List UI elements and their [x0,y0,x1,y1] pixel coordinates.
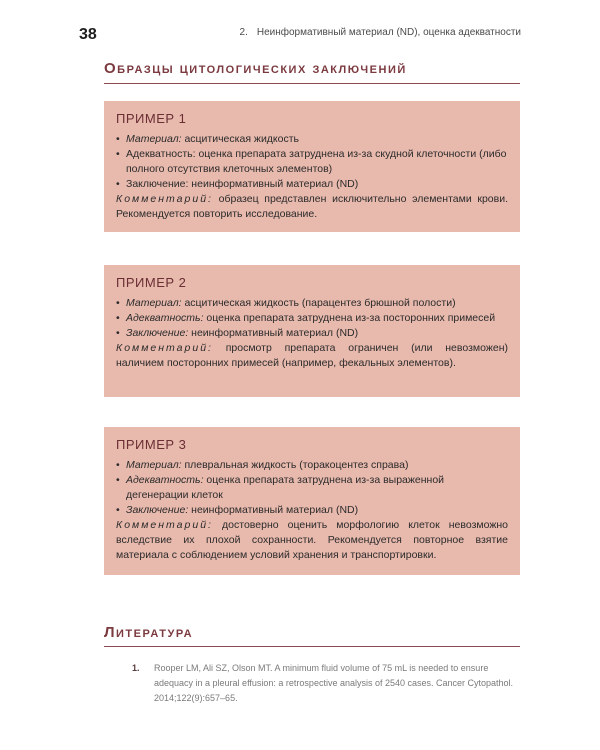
example-comment [116,518,508,563]
item-text: оценка препарата затруднена из-за посторонних примесей [203,312,496,324]
section-title-examples: Образцы цитологических заключений [104,60,407,77]
item-term: Заключение: [126,504,189,516]
item-text: Заключение: неинформативный материал (ND) [126,178,359,190]
list-item [116,132,508,147]
list-item [116,473,508,503]
comment-label: Комментарий: [116,342,213,354]
item-text: асцитическая жидкость [181,133,300,145]
item-text: плевральная жидкость (торакоцентез справа) [181,459,409,471]
section-divider [104,83,520,84]
example-box-2 [104,265,520,397]
example-title: ПРИМЕР 1 [116,111,187,126]
chapter-title: Неинформативный материал (ND), оценка адекватности [256,27,521,38]
item-term: Адекватность: [126,312,204,324]
item-text: оценка препарата затруднена из-за выраженной дегенерации клеток [126,474,445,501]
reference-number: 1. [132,663,140,673]
item-text: асцитическая жидкость (парацентез брюшной полости) [181,297,456,309]
example-box-3 [104,427,520,575]
reference-item [104,661,520,706]
example-comment [116,192,508,222]
example-list [116,458,508,518]
item-text: Адекватность: оценка препарата затруднена из-за скудной клеточности (либо полного отсутствия клеточных элементов) [126,148,507,175]
section-divider [104,646,520,647]
example-title: ПРИМЕР 2 [116,275,187,290]
comment-label: Комментарий: [116,193,213,205]
item-term: Материал: [126,297,182,309]
chapter-number: 2. [239,27,248,38]
reference-text: Rooper LM, Ali SZ, Olson MT. A minimum fluid volume of 75 mL is needed to ensure adequacy in a pleural effusion: a retrospective analysis of 2540 cases. Cancer Cytopathol. 2014;122(9):657–65. [154,663,514,703]
comment-label: Комментарий: [116,519,213,531]
item-term: Заключение: [126,327,189,339]
comment-text: просмотр препарата ограничен (или невозможен) наличием посторонних примесей (например, фекальных элементов). [116,342,508,369]
list-item [116,296,508,311]
list-item [116,177,508,192]
list-item [116,503,508,518]
example-comment [116,341,508,371]
example-title: ПРИМЕР 3 [116,437,187,452]
list-item [116,458,508,473]
running-header [240,27,521,38]
item-term: Материал: [126,133,182,145]
list-item [116,147,508,177]
section-title-references: Литература [104,624,194,641]
example-box-1 [104,101,520,232]
item-term: Адекватность: [126,474,204,486]
example-list [116,132,508,192]
page-number: 38 [79,26,97,43]
comment-text: образец представлен исключительно элементами крови. Рекомендуется повторить исследование. [116,193,508,220]
list-item [116,311,508,326]
comment-text: достоверно оценить морфологию клеток невозможно вследствие их плохой сохранности. Рекомендуется повторное взятие материала с соблюдением условий хранения и транспортировки. [116,519,508,561]
example-list [116,296,508,341]
item-term: Материал: [126,459,182,471]
list-item [116,326,508,341]
item-text: неинформативный материал (ND) [188,327,359,339]
item-text: неинформативный материал (ND) [188,504,359,516]
